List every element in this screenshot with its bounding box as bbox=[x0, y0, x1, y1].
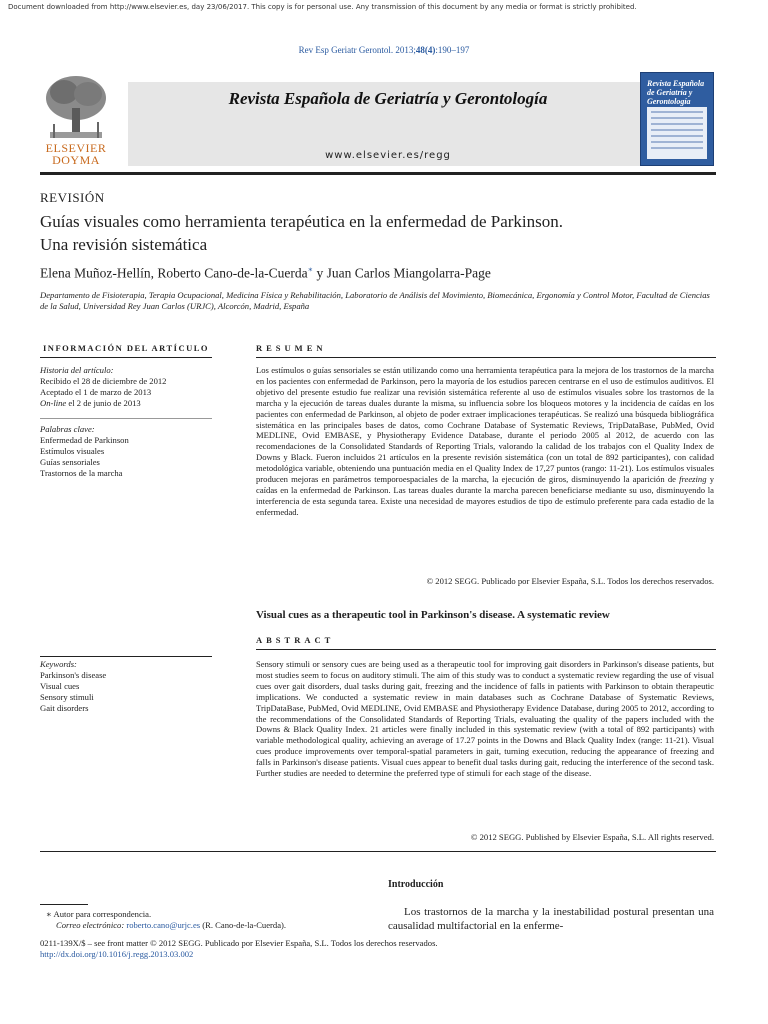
footnote-line1: Autor para correspondencia. bbox=[51, 909, 152, 919]
author-2: Roberto Cano-de-la-Cuerda bbox=[157, 265, 308, 281]
keywords-en-label: Keywords: bbox=[40, 659, 77, 669]
section-type: REVISIÓN bbox=[40, 190, 105, 205]
article-title-line1: Guías visuales como herramienta terapéutica en la enfermedad de Parkinson. bbox=[40, 212, 564, 231]
keyword-item: Parkinson's disease bbox=[40, 670, 107, 680]
issn-line: 0211-139X/$ – see front matter © 2012 SEGG. Publicado por Elsevier España, S.L. Todos los derechos reservados. bbox=[40, 938, 438, 948]
author-3: y Juan Carlos Miangolarra-Page bbox=[316, 265, 491, 281]
article-title-line2: Una revisión sistemática bbox=[40, 235, 208, 254]
journal-citation[interactable] bbox=[0, 45, 768, 55]
front-matter bbox=[40, 938, 438, 960]
keywords-english-divider bbox=[40, 656, 212, 657]
footnote-divider bbox=[40, 904, 88, 905]
download-notice: Document downloaded from http://www.elsevier.es, day 23/06/2017. This copy is for personal use. Any transmission of this document by any media or format is strictly prohibited. bbox=[8, 3, 637, 11]
correspondence-footnote bbox=[40, 909, 286, 931]
keyword-item: Estímulos visuales bbox=[40, 446, 105, 456]
keywords-divider bbox=[40, 418, 212, 419]
correspondence-mark[interactable]: ∗ bbox=[307, 265, 314, 274]
keyword-item: Trastornos de la marcha bbox=[40, 468, 123, 478]
keyword-item: Enfermedad de Parkinson bbox=[40, 435, 129, 445]
accepted-date: Aceptado el 1 de marzo de 2013 bbox=[40, 387, 152, 397]
journal-title-panel bbox=[128, 82, 648, 166]
email-suffix: (R. Cano-de-la-Cuerda). bbox=[200, 920, 287, 930]
history-label: Historia del artículo: bbox=[40, 365, 114, 375]
article-title bbox=[40, 210, 716, 256]
keyword-item: Visual cues bbox=[40, 681, 80, 691]
author-1: Elena Muñoz-Hellín, bbox=[40, 265, 154, 281]
journal-url[interactable]: www.elsevier.es/regg bbox=[325, 150, 451, 161]
received-date: Recibido el 28 de diciembre de 2012 bbox=[40, 376, 167, 386]
keywords-spanish bbox=[40, 424, 129, 479]
article-history bbox=[40, 365, 166, 409]
online-date bbox=[40, 398, 166, 409]
keyword-item: Gait disorders bbox=[40, 703, 89, 713]
author-affiliation: Departamento de Fisioterapia, Terapia Ocupacional, Medicina Física y Rehabilitación, Laboratorio de Análisis del Movimiento, Biomecánica, Ergonomía y Control Motor, Facultad de Ciencias de la Salud, Universidad Rey Juan Carlos (URJC), Alcorcón, Madrid, España bbox=[40, 290, 710, 311]
publisher-line2: DOYMA bbox=[52, 153, 100, 167]
online-date-text: el 2 de junio de 2013 bbox=[66, 398, 141, 408]
article-info-divider bbox=[40, 357, 212, 358]
resumen-divider bbox=[256, 357, 716, 358]
citation-issue: (4) bbox=[424, 45, 436, 55]
abstract-heading: ABSTRACT bbox=[256, 635, 335, 645]
intro-text: Los trastornos de la marcha y la inestabilidad postural presentan una causalidad multifactorial en la enferme- bbox=[388, 906, 714, 932]
resumen-italic-term: freezing bbox=[679, 474, 707, 485]
resumen-text-part1: Los estímulos o guías sensoriales se están utilizando como una herramienta terapéutica para la mejora de los trastornos de la marcha en los pacientes con enfermedad de Parkinson, pero la mayoría de los estudios parecen centrarse en el uso de estímulos auditivos. El objetivo del presente estudio fue realizar una revisión sistemática referente al uso de estímulos visuales sobre los trastornos de la marcha y la ejecución de tareas duales durante la misma, su influencia sobre los bloqueos motores y la incidencia de caídas en los pacientes con enfermedad de Parkinson, al objeto de poder extraer implicaciones terapéuticas. Se realizó una búsqueda bibliográfica sistemática en las principales bases de datos, como Cochrane Database of Systematic Reviews, TripDataBase, PubMed, Ovid MEDLINE, Ovid EMBASE, y Physiotherapy Evidence Database, durante el periodo 2005 al 2012, de acuerdo con las recomendaciones de la Consolidated Standards of Reporting Trials, valorando la calidad de los trabajos con el Quality Index de Downs y Black. Fueron incluidos 21 artículos en la presente revisión sistemática (con un total de 892 participantes), con calidad metodológica variable, obteniendo una puntuación media en el Quality Index de 17,27 puntos (rango: 11-21). Los estímulos visuales producen mejoras en parámetros temporoespaciales de la marcha, la ejecución de giros, disminuyendo la aparición de bbox=[256, 365, 714, 485]
abstract-end-divider bbox=[40, 851, 716, 852]
citation-volume: 48 bbox=[415, 45, 425, 55]
email-label: Correo electrónico: bbox=[56, 920, 125, 930]
journal-cover-thumbnail bbox=[640, 72, 714, 166]
keyword-item: Sensory stimuli bbox=[40, 692, 94, 702]
intro-heading: Introducción bbox=[388, 879, 444, 890]
english-title: Visual cues as a therapeutic tool in Parkinson's disease. A systematic review bbox=[256, 609, 610, 621]
online-label: On-line bbox=[40, 398, 67, 408]
keywords-english bbox=[40, 659, 106, 714]
resumen-text-part2: y caídas en la enfermedad de Parkinson. Las tareas duales durante la marcha parecen beneficiarse mediante su uso, disminuyendo la interferencia de esta segunda tarea. Existe una necesidad de mayores estudios de tipo de estímulo preferente para cada estadio de la enfermedad. bbox=[256, 474, 714, 517]
article-info-heading: INFORMACIÓN DEL ARTÍCULO bbox=[43, 343, 210, 353]
resumen-heading: RESUMEN bbox=[256, 343, 327, 353]
citation-pages: :190–197 bbox=[435, 45, 470, 55]
cover-title: Revista Española de Geriatría y Gerontología bbox=[647, 79, 705, 106]
publisher-line1: ELSEVIER bbox=[45, 141, 107, 155]
header-divider bbox=[40, 172, 716, 175]
citation-prefix: Rev Esp Geriatr Gerontol. 2013; bbox=[298, 45, 416, 55]
footnote-mark: ∗ bbox=[46, 909, 52, 919]
keywords-label: Palabras clave: bbox=[40, 424, 95, 434]
email-link[interactable]: roberto.cano@urjc.es bbox=[126, 920, 201, 930]
abstract-text: Sensory stimuli or sensory cues are being used as a therapeutic tool for improving gait disorders in Parkinson's disease patients, but most studies seem to focus on auditory stimuli. The aim of this study was to conduct a systematic review regarding the use of visual cues over gait disorders, dual tasks during gait, freezing and the incidence of falls in patients with Parkinson to obtain therapeutic implications. We conducted a systematic review in main databases such as Cochrane Database of Systematic Reviews, TripDataBase, PubMed, Ovid MEDLINE, Ovid EMBASE and Physiotherapy Evidence Database, during 2005 to 2012, according to the recommendations of the Consolidated Standards of Reporting Trials, evaluating the quality of the papers included with the Downs & Black Quality Index. 21 articles were finally included in this systematic review (with a total of 892 participants) with variable methodological quality, achieving an average of 17.27 points in the Downs and Black Quality Index (range: 11-21). Visual cues produce improvements over temporal-spatial parameters in gait, turning execution, reducing the appearance of freezing and falls in Parkinson's disease patients. Visual cues appear to benefit dual tasks during gait, reducing the interference of the second task. Further studies are needed to determine the preferred type of stimuli for each stage of the disease. bbox=[256, 659, 714, 779]
keyword-item: Guías sensoriales bbox=[40, 457, 100, 467]
journal-title: Revista Española de Geriatría y Gerontología bbox=[228, 89, 548, 108]
resumen-text bbox=[256, 365, 714, 518]
cover-contents-block bbox=[647, 107, 707, 159]
elsevier-logo bbox=[40, 72, 112, 166]
abstract-divider bbox=[256, 649, 716, 650]
author-list bbox=[40, 265, 491, 282]
journal-header bbox=[40, 72, 716, 166]
abstract-copyright: © 2012 SEGG. Published by Elsevier España, S.L. All rights reserved. bbox=[470, 832, 714, 842]
resumen-copyright: © 2012 SEGG. Publicado por Elsevier España, S.L. Todos los derechos reservados. bbox=[426, 576, 714, 586]
doi-link[interactable]: http://dx.doi.org/10.1016/j.regg.2013.03.002 bbox=[40, 949, 194, 959]
